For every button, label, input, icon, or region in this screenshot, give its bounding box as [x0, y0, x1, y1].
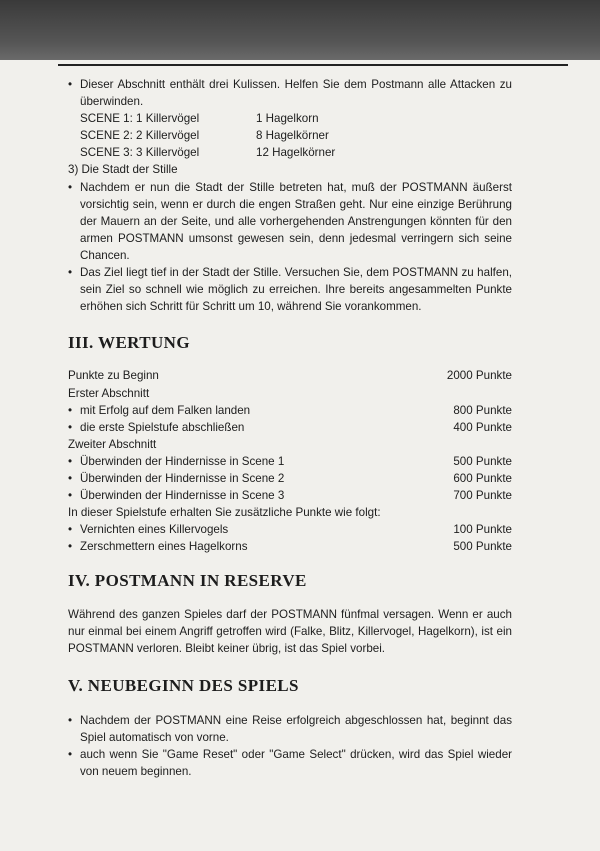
section-text: Dieser Abschnitt enthält drei Kulissen. Helfen Sie dem Postmann alle Attacken zu überwinden.: [80, 78, 512, 109]
score-table: [68, 367, 512, 555]
scene-row: SCENE 2: 2 Killervögel 8 Hagelkörner: [80, 129, 329, 143]
score-row: Erster Abschnitt: [68, 386, 150, 400]
section-heading-wertung: III. WERTUNG: [68, 333, 190, 353]
section-heading-reserve: IV. POSTMANN IN RESERVE: [68, 571, 307, 591]
section-text: Während des ganzen Spieles darf der POSTMANN fünfmal versagen. Wenn er auch nur einmal bei einem Angriff getroffen wird (Falke, Blitz, Killervogel, Hagelkorn), ist ein POSTMANN verloren. Bleibt keiner übrig, ist das Spiel vorbei.: [68, 607, 512, 655]
list-item: • Dieser Abschnitt enthält drei Kulissen. Helfen Sie dem Postmann alle Attacken zu überwinden.: [68, 76, 512, 110]
score-row: Zweiter Abschnitt: [68, 437, 157, 451]
score-row: • die erste Spielstufe abschließen 400 Punkte: [68, 420, 512, 434]
list-item: • Das Ziel liegt tief in der Stadt der Stille. Versuchen Sie, dem POSTMANN zu halfen, sein Ziel so schnell wie möglich zu erreichen. Ihre bereits angesammelten Punkte erhöhen sich Schritt für Schritt um 10, während Sie vorankommen.: [68, 266, 512, 314]
top-rule: [58, 64, 568, 66]
score-row: • Überwinden der Hindernisse in Scene 1 500 Punkte: [68, 454, 512, 468]
score-row: • Überwinden der Hindernisse in Scene 3 700 Punkte: [68, 489, 512, 503]
document-page: [68, 76, 512, 780]
section-heading-neubeginn: V. NEUBEGINN DES SPIELS: [68, 675, 299, 695]
score-row: Punkte zu Beginn 2000 Punkte: [68, 369, 512, 383]
top-dark-band: [0, 0, 600, 60]
score-row: In dieser Spielstufe erhalten Sie zusätzliche Punkte wie folgt:: [68, 506, 381, 520]
score-row: • Überwinden der Hindernisse in Scene 2 600 Punkte: [68, 471, 512, 485]
scene-row: SCENE 3: 3 Killervögel 12 Hagelkörner: [80, 146, 336, 160]
list-item: • Nachdem er nun die Stadt der Stille betreten hat, muß der POSTMANN äußerst vorsichtig sein, wenn er durch die engen Straßen geht. Nur eine einzige Berührung der Mauern an der Seite, und alle vorhergehenden Anstrengungen könnten für den armen POSTMANN umsonst gewesen sein, denn jedesmal verringern sich seine Chancen.: [68, 180, 512, 262]
score-row: • Vernichten eines Killervogels 100 Punkte: [68, 523, 512, 537]
score-row: • mit Erfolg auf dem Falken landen 800 Punkte: [68, 403, 512, 417]
scene-row: SCENE 1: 1 Killervögel 1 Hagelkorn: [80, 112, 319, 126]
list-item: • Nachdem der POSTMANN eine Reise erfolgreich abgeschlossen hat, beginnt das Spiel automatisch von vorne.: [68, 713, 512, 744]
subsection-title: 3) Die Stadt der Stille: [68, 163, 178, 177]
list-item: • auch wenn Sie "Game Reset" oder "Game Select" drücken, wird das Spiel wieder von neuem beginnen.: [68, 748, 512, 779]
score-row: • Zerschmettern eines Hagelkorns 500 Punkte: [68, 540, 512, 554]
